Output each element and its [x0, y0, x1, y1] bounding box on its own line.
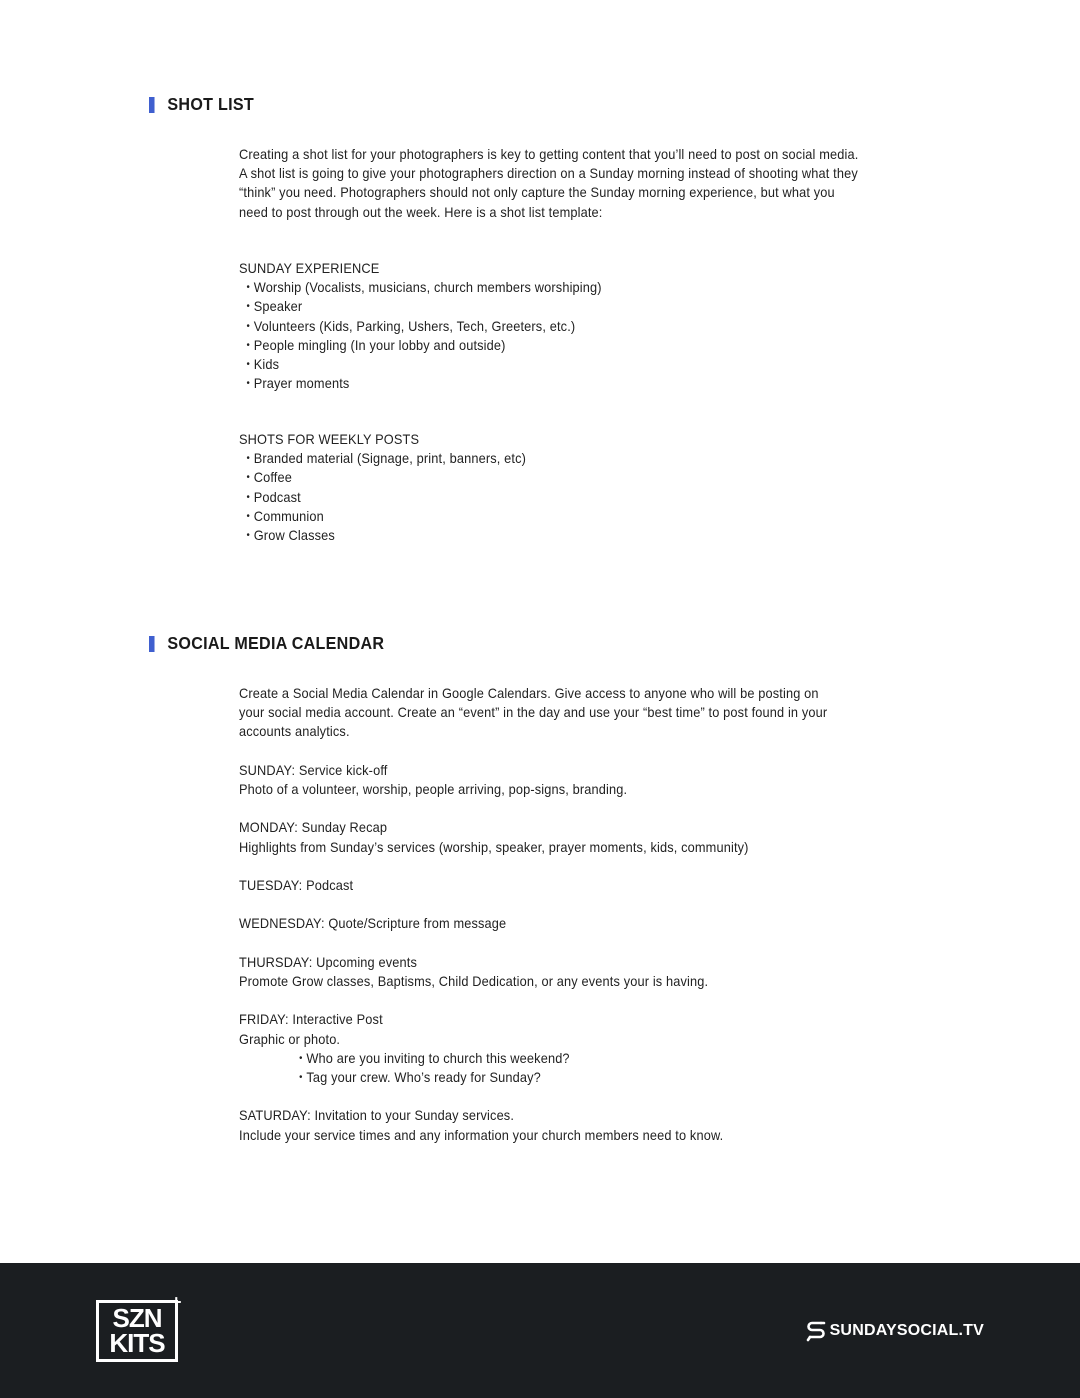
saturday-title: SATURDAY: Invitation to your Sunday services.	[239, 1108, 515, 1124]
list-item: • Grow Classes	[247, 526, 916, 545]
friday-desc: Graphic or photo.	[239, 1031, 341, 1047]
list-item: • Kids	[247, 355, 916, 374]
list-item: • Communion	[247, 507, 916, 526]
monday-title: MONDAY: Sunday Recap	[239, 820, 388, 836]
list-item: • Speaker	[247, 297, 916, 316]
sunday-experience-list	[239, 259, 916, 393]
saturday-desc: Include your service times and any information your church members need to know.	[239, 1127, 724, 1143]
calendar-body	[239, 684, 916, 1145]
wednesday-title: WEDNESDAY: Quote/Scripture from message	[239, 916, 507, 932]
intro-line: accounts analytics.	[239, 724, 350, 740]
thursday-title: THURSDAY: Upcoming events	[239, 954, 417, 970]
weekly-posts-list	[239, 430, 916, 545]
list-item: • Coffee	[247, 468, 916, 487]
logo-line-1: SZN	[112, 1303, 162, 1333]
intro-line: your social media account. Create an “event” in the day and use your “best time” to post found in your	[239, 705, 828, 721]
brand-text: SUNDAYSOCIAL.TV	[829, 1322, 984, 1339]
sunday-title: SUNDAY: Service kick-off	[239, 762, 388, 778]
logo-plus-icon: +	[171, 1292, 182, 1312]
friday-title: FRIDAY: Interactive Post	[239, 1012, 383, 1028]
list-item: • Worship (Vocalists, musicians, church members worshiping)	[247, 278, 916, 297]
list-item: • Branded material (Signage, print, banners, etc)	[247, 449, 916, 468]
sundaysocial-s-icon	[806, 1320, 826, 1342]
thursday-desc: Promote Grow classes, Baptisms, Child Dedication, or any events your is having.	[239, 973, 709, 989]
list-item: • Podcast	[247, 488, 916, 507]
intro-line: need to post through out the week. Here is a shot list template:	[239, 204, 603, 220]
heading-accent-bar	[149, 97, 155, 113]
list-item: • Tag your crew. Who’s ready for Sunday?	[299, 1068, 916, 1087]
sundaysocial-brand	[806, 1320, 984, 1342]
list-item: • People mingling (In your lobby and outside)	[247, 336, 916, 355]
intro-line: A shot list is going to give your photographers direction on a Sunday morning instead of shooting what they	[239, 166, 858, 182]
calendar-heading-text: SOCIAL MEDIA CALENDAR	[167, 633, 385, 653]
intro-line: Create a Social Media Calendar in Google Calendars. Give access to anyone who will be posting on	[239, 686, 819, 701]
intro-line: Creating a shot list for your photographers is key to getting content that you’ll need to post on social media.	[239, 147, 859, 162]
shot-list-heading-text: SHOT LIST	[167, 94, 254, 114]
calendar-heading	[149, 633, 384, 654]
szn-kits-logo	[96, 1300, 178, 1362]
logo-line-2: KITS	[109, 1328, 165, 1358]
monday-desc: Highlights from Sunday’s services (worship, speaker, prayer moments, kids, community)	[239, 839, 749, 855]
list-item: • Volunteers (Kids, Parking, Ushers, Tech, Greeters, etc.)	[247, 317, 916, 336]
intro-line: “think” you need. Photographers should not only capture the Sunday morning experience, but what you	[239, 185, 835, 201]
list-item: • Who are you inviting to church this weekend?	[299, 1049, 916, 1068]
sunday-desc: Photo of a volunteer, worship, people arriving, pop-signs, branding.	[239, 782, 628, 797]
shot-list-intro	[239, 145, 916, 222]
weekly-posts-title: SHOTS FOR WEEKLY POSTS	[239, 432, 420, 447]
tuesday-title: TUESDAY: Podcast	[239, 877, 354, 893]
heading-accent-bar	[149, 636, 155, 652]
list-item: • Prayer moments	[247, 374, 916, 393]
sunday-experience-title: SUNDAY EXPERIENCE	[239, 261, 380, 276]
shot-list-heading	[149, 94, 254, 115]
